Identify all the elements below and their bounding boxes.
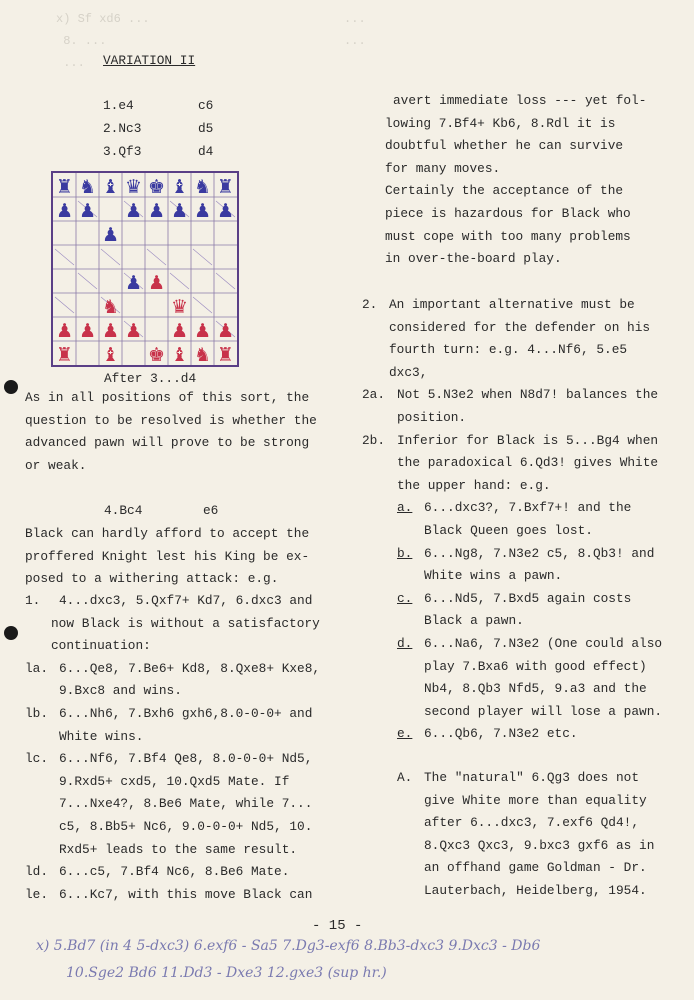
black-rook-icon: ♜ [216,176,235,198]
sub-item-letter: b. [397,545,413,561]
item-text: continuation: [51,638,151,654]
item-text: after 6...dxc3, 7.exf6 Qd4!, [424,815,640,831]
item-number: la. [25,660,49,676]
sub-item-letter: c. [397,590,413,606]
white-pawn-icon: ♟ [101,320,120,342]
item-text: fourth turn: e.g. 4...Nf6, 5.e5 [389,342,628,358]
bleed-through-text: x) Sf xd6 ... ... 8. ... ... ... [56,12,366,70]
white-bishop-icon: ♝ [101,344,120,365]
black-pawn-icon: ♟ [193,200,212,222]
black-pawn-icon: ♟ [170,200,189,222]
analysis-item [362,294,662,384]
white-king-icon: ♚ [147,344,166,365]
item-text: give White more than equality [424,792,647,808]
item-text: 9.Rxd5+ cxd5, 10.Qxd5 Mate. If [59,773,290,789]
analysis-item [25,703,320,748]
move-black: d4 [198,144,214,159]
analysis-item [25,861,320,884]
white-pawn-icon: ♟ [78,320,97,342]
white-pawn-icon: ♟ [216,320,235,342]
analysis-list [25,590,320,906]
text-line: Certainly the acceptance of the [385,183,624,199]
sub-item-letter: a. [397,500,413,516]
white-queen-icon: ♛ [170,296,189,318]
black-knight-icon: ♞ [193,176,212,198]
item-text: 6...Nd5, 7.Bxd5 again costs [424,590,632,606]
analysis-item [362,384,662,429]
move-white: 3.Qf3 [103,144,142,159]
item-text: 6...Kc7, with this move Black can [59,886,313,902]
text-line: for many moves. [385,160,501,176]
item-text: 6...Qe8, 7.Be6+ Kd8, 8.Qxe8+ Kxe8, [59,660,321,676]
black-king-icon: ♚ [147,176,166,198]
black-pawn-icon: ♟ [55,200,74,222]
item-text: Rxd5+ leads to the same result. [59,841,298,857]
black-pawn-icon: ♟ [101,224,120,246]
item-number: 2a. [362,387,386,403]
white-pawn-icon: ♟ [170,320,189,342]
item-number: le. [25,886,49,902]
analysis-item [25,658,320,703]
sub-item-letter: d. [397,635,413,651]
right-analysis [362,294,662,746]
item-number: ld. [25,864,49,880]
black-pawn-icon: ♟ [216,200,235,222]
item-text: An important alternative must be [389,297,635,312]
item-text: Lauterbach, Heidelberg, 1954. [424,882,647,898]
white-pawn-icon: ♟ [55,320,74,342]
text-line: advanced pawn will prove to be strong [25,435,310,451]
item-text: Not 5.N3e2 when N8d7! balances the [397,387,659,403]
item-text: White wins. [59,728,144,744]
text-line: in over-the-board play. [385,251,562,267]
item-number: 2b. [362,432,386,448]
sub-list [362,497,662,746]
move-black: e6 [203,503,219,518]
white-rook-icon: ♜ [216,344,235,365]
left-paragraph [25,523,309,591]
white-knight-icon: ♞ [101,296,120,318]
item-text: second player will lose a pawn. [424,703,663,719]
item-text: 6...Qb6, 7.N3e2 etc. [424,726,578,742]
item-text: the upper hand: e.g. [397,477,551,493]
text-line: piece is hazardous for Black who [385,205,631,221]
black-bishop-icon: ♝ [101,176,120,198]
white-rook-icon: ♜ [55,344,74,365]
black-rook-icon: ♜ [55,176,74,198]
black-bishop-icon: ♝ [170,176,189,198]
item-text: 6...Na6, 7.N3e2 (One could also [424,635,663,651]
item-number: lc. [25,751,49,767]
black-queen-icon: ♛ [124,176,143,198]
move-white: 2.Nc3 [103,121,142,136]
handwritten-note: 10.Sge2 Bd6 11.Dd3 - Dxe3 12.gxe3 (sup hr.) [66,965,387,981]
item-number: A. [397,770,413,785]
black-pawn-icon: ♟ [124,272,143,294]
punch-hole [4,626,18,640]
diagram-caption: After 3...d4 [104,371,197,386]
text-line: must cope with too many problems [385,228,631,244]
item-text: 6...Nf6, 7.Bf4 Qe8, 8.0-0-0+ Nd5, [59,751,313,767]
black-pawn-icon: ♟ [124,200,143,222]
item-text: White wins a pawn. [424,568,563,584]
item-text: position. [397,409,467,425]
section-title: VARIATION II [103,53,196,68]
white-pawn-icon: ♟ [193,320,212,342]
move-black: d5 [198,121,214,136]
item-text: dxc3, [389,364,428,380]
text-line: Black can hardly afford to accept the [25,526,310,541]
item-text: 4...dxc3, 5.Qxf7+ Kd7, 6.dxc3 and [59,593,313,608]
move-white: 1.e4 [103,98,134,113]
text-line: or weak. [25,457,87,473]
right-continuation [385,90,646,271]
item-text: play 7.Bxa6 with good effect) [424,658,647,674]
analysis-item [25,590,320,658]
item-text: Black a pawn. [424,613,524,629]
item-text: Black Queen goes lost. [424,522,593,538]
analysis-item [25,748,320,861]
text-line: question to be resolved is whether the [25,412,317,428]
item-text: 6...dxc3?, 7.Bxf7+! and the [424,500,632,516]
item-text: an offhand game Goldman - Dr. [424,860,647,876]
page-number: - 15 - [312,918,363,934]
item-text: 6...Ng8, 7.N3e2 c5, 8.Qb3! and [424,545,655,561]
move-black: c6 [198,98,214,113]
item-text: 9.Bxc8 and wins. [59,683,182,699]
item-text: Nb4, 8.Qb3 Nfd5, 9.a3 and the [424,681,647,697]
punch-hole [4,380,18,394]
item-text: now Black is without a satisfactory [51,615,320,631]
text-line: avert immediate loss --- yet fol- [393,93,647,108]
black-pawn-icon: ♟ [78,200,97,222]
sub-item-letter: e. [397,726,413,742]
chess-board-svg [53,173,237,365]
text-line: posed to a withering attack: e.g. [25,571,279,587]
white-bishop-icon: ♝ [170,344,189,365]
item-text: 8.Qxc3 Qxc3, 9.bxc3 gxf6 as in [424,837,655,853]
analysis-item [362,430,662,498]
item-number: 2. [362,297,378,312]
text-line: As in all positions of this sort, the [25,390,310,405]
analysis-item [25,884,320,907]
item-number: lb. [25,705,49,721]
chess-diagram [51,171,239,367]
item-text: The "natural" 6.Qg3 does not [424,770,640,785]
item-text: Inferior for Black is 5...Bg4 when [397,432,659,448]
item-text: considered for the defender on his [389,319,651,335]
item-text: the paradoxical 6.Qd3! gives White [397,455,659,471]
white-pawn-icon: ♟ [124,320,143,342]
black-knight-icon: ♞ [78,176,97,198]
item-text: c5, 8.Bb5+ Nc6, 9.0-0-0+ Nd5, 10. [59,818,313,834]
white-pawn-icon: ♟ [147,272,166,294]
item-number: 1. [25,593,41,608]
note-a [397,767,654,903]
white-knight-icon: ♞ [193,344,212,365]
handwritten-note: x) 5.Bd7 (in 4 5-dxc3) 6.exf6 - Sa5 7.Dg3-exf6 8.Bb3-dxc3 9.Dxc3 - Db6 [36,938,541,954]
text-line: doubtful whether he can survive [385,138,624,154]
left-column [25,387,317,477]
item-text: 7...Nxe4?, 8.Be6 Mate, while 7... [59,796,313,812]
text-line: lowing 7.Bf4+ Kb6, 8.Rdl it is [385,115,616,131]
move-white: 4.Bc4 [104,503,143,518]
item-text: 6...Nh6, 7.Bxh6 gxh6,8.0-0-0+ and [59,705,313,721]
black-pawn-icon: ♟ [147,200,166,222]
text-line: proffered Knight lest his King be ex- [25,548,310,564]
item-text: 6...c5, 7.Bf4 Nc6, 8.Be6 Mate. [59,864,290,880]
